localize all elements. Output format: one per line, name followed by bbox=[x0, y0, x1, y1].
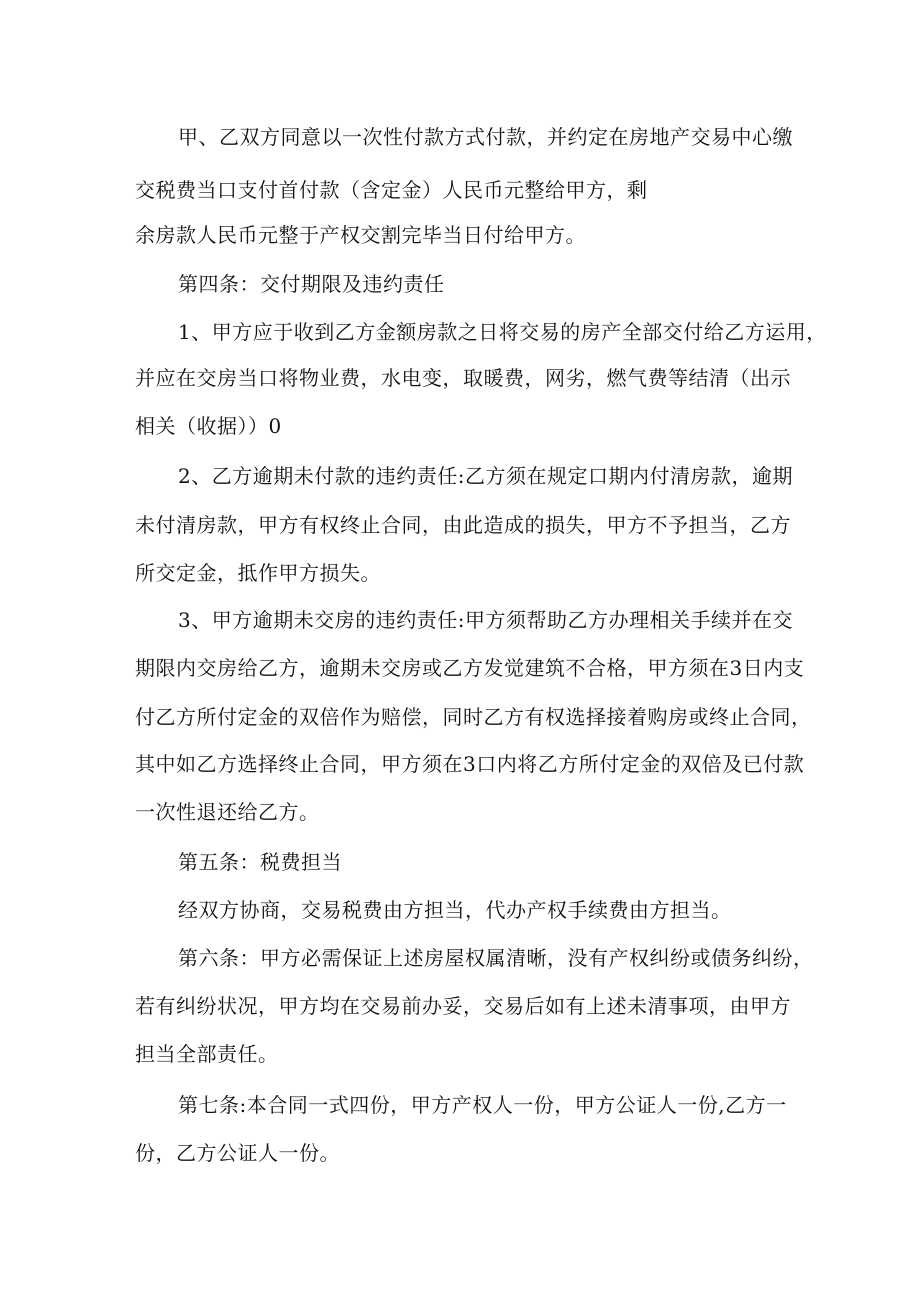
paragraph-payment-line-1: 甲、乙双方同意以一次性付款方式付款，并约定在房地产交易中心缴 bbox=[178, 125, 793, 149]
clause-3-line-3: 付乙方所付定金的双倍作为赔偿，同时乙方有权选择接着购房或终止合同， bbox=[135, 705, 812, 729]
clause-1-line-1: 1、甲方应于收到乙方金额房款之日将交易的房产全部交付给乙方运用， bbox=[178, 320, 827, 344]
clause-2-line-2: 未付清房款，甲方有权终止合同，由此造成的损失，甲方不予担当，乙方 bbox=[135, 513, 791, 537]
article-6-line-2: 若有纠纷状况，甲方均在交易前办妥，交易后如有上述未清事项，由甲方 bbox=[135, 994, 791, 1018]
article-6-line-1: 第六条：甲方必需保证上述房屋权属清晰，没有产权纠纷或债务纠纷， bbox=[178, 946, 814, 970]
clause-2-line-1: 2、乙方逾期未付款的违约责任:乙方须在规定口期内付清房款，逾期 bbox=[178, 464, 793, 488]
article-6-line-3: 担当全部责任。 bbox=[135, 1042, 279, 1066]
article-7-line-2: 份，乙方公证人一份。 bbox=[135, 1141, 340, 1165]
article-5-heading: 第五条：税费担当 bbox=[178, 850, 342, 874]
paragraph-payment-line-3: 余房款人民币元整于产权交割完毕当日付给甲方。 bbox=[135, 223, 586, 247]
clause-3-line-1: 3、甲方逾期未交房的违约责任:甲方须帮助乙方办理相关手续并在交 bbox=[178, 608, 793, 632]
article-4-heading: 第四条：交付期限及违约责任 bbox=[178, 272, 445, 296]
clause-2-line-3: 所交定金，抵作甲方损失。 bbox=[135, 561, 381, 585]
clause-3-line-5: 一次性退还给乙方。 bbox=[135, 800, 320, 824]
article-7-line-1: 第七条:本合同一式四份，甲方产权人一份，甲方公证人一份,乙方一 bbox=[178, 1093, 787, 1117]
paragraph-payment-line-2: 交税费当口支付首付款（含定金）人民币元整给甲方，剩 bbox=[135, 178, 648, 202]
clause-3-line-2: 期限内交房给乙方，逾期未交房或乙方发觉建筑不合格，甲方须在3日内支 bbox=[135, 656, 805, 680]
article-5-text: 经双方协商，交易税费由方担当，代办产权手续费由方担当。 bbox=[178, 898, 732, 922]
clause-1-line-2: 并应在交房当口将物业费，水电变，取暖费，网劣，燃气费等结清（出示 bbox=[135, 366, 791, 390]
clause-1-line-3: 相关（收据））0 bbox=[135, 414, 282, 438]
clause-3-line-4: 其中如乙方选择终止合同，甲方须在3口内将乙方所付定金的双倍及已付款 bbox=[135, 752, 805, 776]
